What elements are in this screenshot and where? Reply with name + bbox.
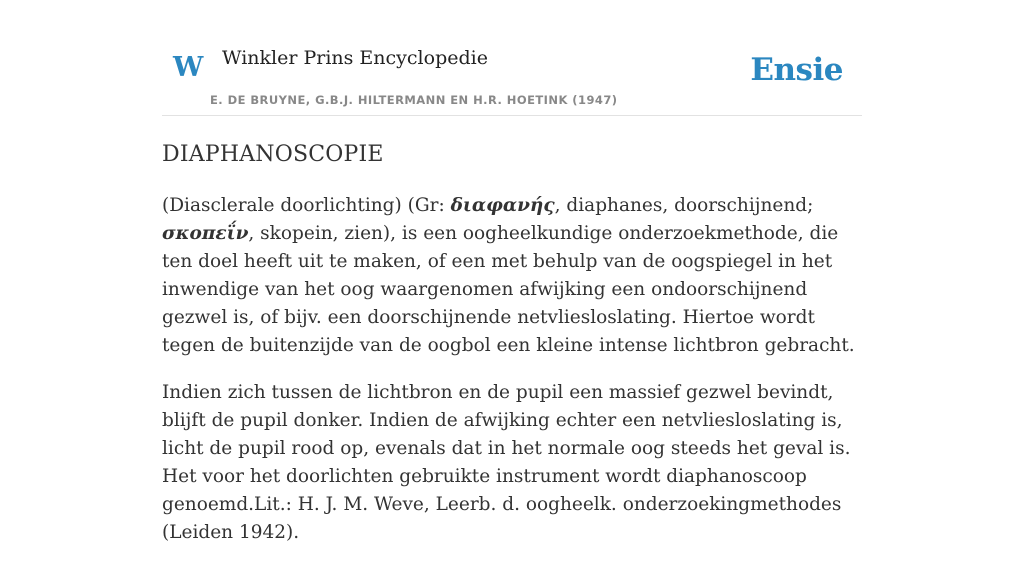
encyclopedia-title[interactable]: Winkler Prins Encyclopedie xyxy=(222,47,488,69)
ensie-logo[interactable]: Ensie xyxy=(750,52,843,88)
paragraph-1-rest: , skopein, zien), is een oogheelkundige onderzoekmethode, die ten doel heeft uit te maken, of een met behulp van de oogspiegel in het inwendige van het oog waargenomen afwijking een ondoorschijnend gezwel is, of bijv. een doorschijnende netvliesloslating. Hiertoe wordt tegen de buitenzijde van de oogbol een kleine intense lichtbron gebracht. xyxy=(162,223,855,356)
winkler-prins-logo[interactable]: W xyxy=(173,52,204,83)
greek-term-skopein: σκοπεΐν xyxy=(162,223,249,244)
greek-term-diaphanes: διαφανής xyxy=(450,195,555,216)
paragraph-2: Indien zich tussen de lichtbron en de pupil een massief gezwel bevindt, blijft de pupil donker. Indien de afwijking echter een netvliesloslating is, licht de pupil rood op, evenals dat in het normale oog steeds het geval is. Het voor het doorlichten gebruikte instrument wordt diaphanoscoop genoemd.Lit.: H. J. M. Weve, Leerb. d. oogheelk. onderzoekingmethodes (Leiden 1942). xyxy=(162,382,851,543)
article-body xyxy=(162,192,862,566)
paragraph-1-lead: (Diasclerale doorlichting) (Gr: xyxy=(162,195,451,216)
authors-line: E. DE BRUYNE, G.B.J. HILTERMANN EN H.R. HOETINK (1947) xyxy=(210,93,618,107)
site-header xyxy=(162,38,862,116)
article-heading: DIAPHANOSCOPIE xyxy=(162,142,384,167)
paragraph-1-mid: , diaphanes, doorschijnend; xyxy=(554,195,814,216)
paragraph-1 xyxy=(162,192,862,360)
